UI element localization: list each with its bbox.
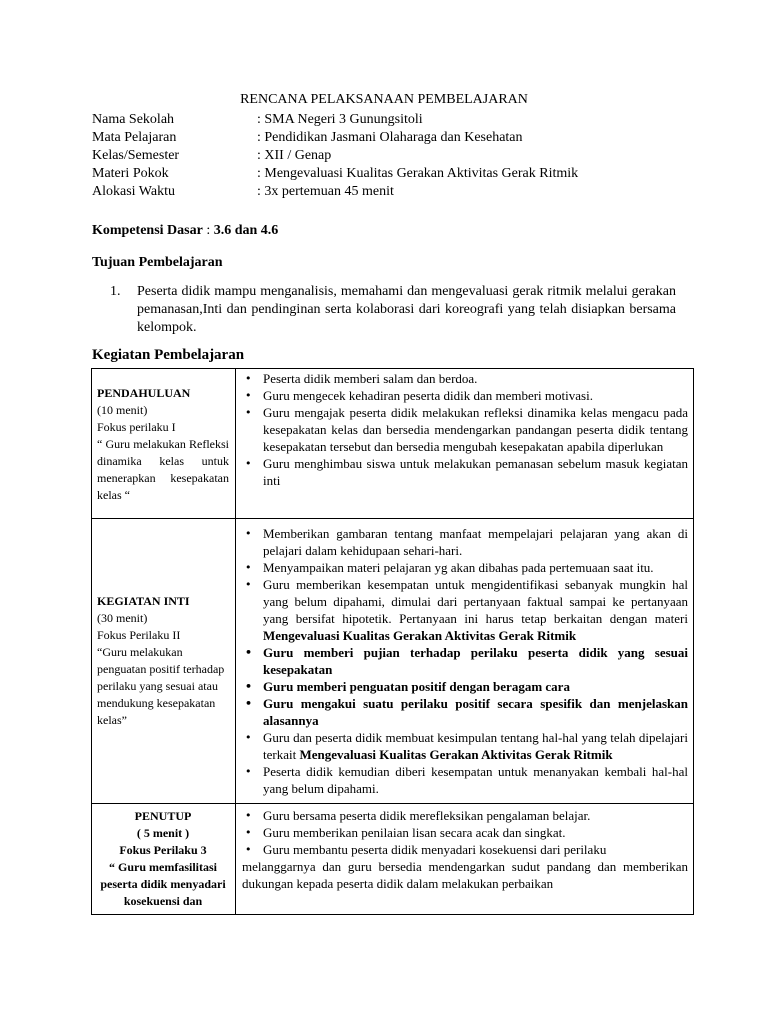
tujuan-list	[110, 283, 676, 337]
activity-cell-inti	[236, 519, 694, 804]
table-row	[92, 369, 694, 519]
activity-list	[242, 525, 688, 797]
identity-row	[92, 147, 578, 165]
list-item: • Guru memberikan penilaian lisan secara acak dan singkat.	[242, 824, 688, 841]
phase-cell-pendahuluan	[92, 369, 236, 519]
identity-row	[92, 183, 578, 201]
identity-value: : SMA Negeri 3 Gunungsitoli	[257, 112, 423, 127]
identity-row	[92, 111, 578, 129]
list-item: • Guru mengecek kehadiran peserta didik dan memberi motivasi.	[242, 387, 688, 404]
table-row	[92, 804, 694, 915]
list-item: • Guru memberi penguatan positif dengan beragam cara	[242, 678, 688, 695]
list-item: • Guru membantu peserta didik menyadari kosekuensi dari perilaku	[242, 841, 688, 858]
identity-value: : XII / Genap	[257, 148, 332, 163]
phase-desc: “ Guru melakukan Refleksi dinamika kelas untuk menerapkan kesepakatan kelas “	[97, 437, 229, 502]
list-item: • Menyampaikan materi pelajaran yg akan dibahas pada pertemuaan saat itu.	[242, 559, 688, 576]
activity-list	[242, 807, 688, 858]
kompetensi-label: Kompetensi Dasar	[92, 223, 203, 238]
phase-fokus: Fokus Perilaku 3	[119, 843, 207, 857]
kompetensi-dasar	[92, 223, 278, 239]
activity-cell-penutup	[236, 804, 694, 915]
list-item: • Memberikan gambaran tentang manfaat mempelajari pelajaran yang akan di pelajari dalam kehidupaan sehari-hari.	[242, 525, 688, 559]
tujuan-text: Peserta didik mampu menganalisis, memahami dan mengevaluasi gerak ritmik melalui gerakan pemanasan,Inti dan pendinginan serta kolaborasi dari koreografi yang telah disiapkan bersama kelompok.	[137, 284, 676, 335]
phase-title: PENDAHULUAN	[97, 386, 191, 400]
list-item: • Peserta didik memberi salam dan berdoa.	[242, 370, 688, 387]
item-text: Guru memberikan kesempatan untuk mengidentifikasi sebanyak mungkin hal yang belum dipahami, dimulai dari pertanyaan faktual sampai ke pertanyaan yang bersifat hipotetik. Pertanyaan ini harus tetap berkaitan dengan materi	[263, 577, 688, 626]
tujuan-number: 1.	[110, 284, 121, 299]
phase-desc: “Guru melakukan penguatan positif terhadap perilaku yang sesuai atau mendukung kesepakatan kelas”	[97, 645, 225, 727]
activity-list	[242, 370, 688, 489]
identity-label: Materi Pokok	[92, 166, 169, 181]
phase-fokus: Fokus Perilaku II	[97, 628, 181, 642]
kompetensi-value: 3.6 dan 4.6	[213, 223, 279, 238]
continuation-text: melanggarnya dan guru bersedia mendengarkan sudut pandang dan memberikan dukungan kepada peserta didik dalam melakukan perbaikan	[242, 859, 688, 891]
list-item: • Guru mengajak peserta didik melakukan refleksi dinamika kelas mengacu pada kesepakatan kelas dan bersedia mendengarkan pandangan peserta didik tentang kesepakatan tersebut dan bersedia mengubah kesepakatan apabila diperlukan	[242, 404, 688, 455]
identity-label: Mata Pelajaran	[92, 130, 177, 145]
phase-cell-inti	[92, 519, 236, 804]
list-item	[242, 729, 688, 763]
phase-fokus: Fokus perilaku I	[97, 420, 176, 434]
identity-label: Alokasi Waktu	[92, 184, 175, 199]
kompetensi-sep: :	[202, 223, 214, 238]
phase-time: (30 menit)	[97, 611, 148, 625]
tujuan-heading: Tujuan Pembelajaran	[92, 255, 223, 270]
kegiatan-heading: Kegiatan Pembelajaran	[92, 347, 245, 363]
list-item: • Guru memberi pujian terhadap perilaku peserta didik yang sesuai kesepakatan	[242, 644, 688, 678]
kegiatan-table	[91, 368, 694, 915]
list-item: • Guru bersama peserta didik merefleksikan pengalaman belajar.	[242, 807, 688, 824]
phase-title: KEGIATAN INTI	[97, 594, 190, 608]
list-item: • Guru menghimbau siswa untuk melakukan pemanasan sebelum masuk kegiatan inti	[242, 455, 688, 489]
table-row	[92, 519, 694, 804]
identity-row	[92, 129, 578, 147]
list-item: • Peserta didik kemudian diberi kesempatan untuk menanyakan kembali hal-hal yang belum dipahami.	[242, 763, 688, 797]
identity-label: Nama Sekolah	[92, 112, 175, 127]
item-bold-text: Mengevaluasi Kualitas Gerakan Aktivitas Gerak Ritmik	[299, 747, 613, 762]
phase-desc: “ Guru memfasilitasi peserta didik menyadari kosekuensi dan	[100, 860, 226, 908]
list-item: • Guru mengakui suatu perilaku positif secara spesifik dan menjelaskan alasannya	[242, 695, 688, 729]
phase-title: PENUTUP	[134, 809, 192, 823]
phase-cell-penutup	[92, 804, 236, 915]
phase-time: (10 menit)	[97, 403, 148, 417]
phase-time: ( 5 menit )	[136, 826, 190, 840]
identity-block	[92, 111, 578, 201]
activity-cell-pendahuluan	[236, 369, 694, 519]
item-text: Guru dan peserta didik membuat kesimpulan tentang hal-hal yang telah dipelajari terkait	[263, 730, 688, 762]
identity-value: : 3x pertemuan 45 menit	[257, 184, 394, 199]
list-item	[242, 576, 688, 644]
identity-label: Kelas/Semester	[92, 148, 180, 163]
document-title: RENCANA PELAKSANAAN PEMBELAJARAN	[240, 92, 528, 107]
identity-value: : Mengevaluasi Kualitas Gerakan Aktivitas Gerak Ritmik	[257, 166, 579, 181]
item-bold-text: Mengevaluasi Kualitas Gerakan Aktivitas Gerak Ritmik	[263, 628, 577, 643]
identity-row	[92, 165, 578, 183]
identity-value: : Pendidikan Jasmani Olaharaga dan Kesehatan	[257, 130, 523, 145]
